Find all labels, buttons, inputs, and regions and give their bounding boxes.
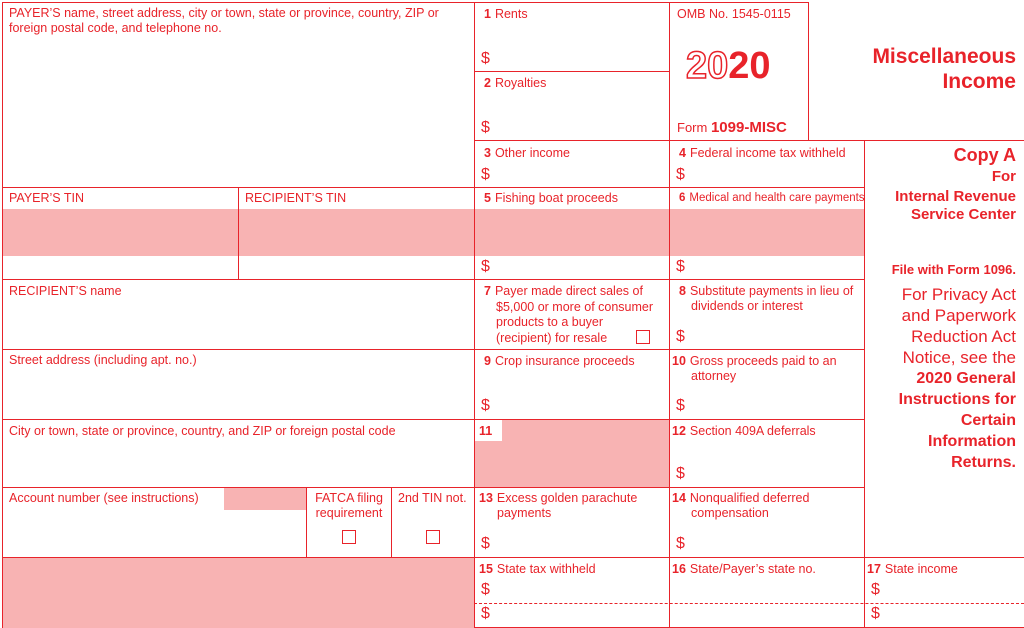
general-instructions: 2020 General Instructions for Certain Information Returns. [898,370,1016,471]
box-9-label: 9 Crop insurance proceeds [484,354,635,368]
box-3-dollar: $ [481,166,490,183]
fatca-checkbox[interactable] [342,530,356,544]
recipient-tin-shade [239,209,474,256]
payer-info-label: PAYER’S name, street address, city or town, state or province, country, ZIP or foreign postal code, and telephone no. [9,6,439,35]
bottom-left-shade [3,558,474,628]
box-5-dollar: $ [481,258,490,275]
second-tin-checkbox[interactable] [426,530,440,544]
box-3-label: 3 Other income [484,146,570,160]
tax-year [686,46,771,86]
box-15-label: 15 State tax withheld [479,562,596,576]
omb-number: OMB No. 1545-0115 [677,7,791,21]
box-16-label: 16 State/Payer’s state no. [672,562,816,576]
box-8-dollar: $ [676,328,685,345]
second-tin-label: 2nd TIN not. [398,491,467,505]
copy-a-heading: Copy A For Internal Revenue Service Center [895,145,1016,223]
recipient-name-label: RECIPIENT’S name [9,284,122,298]
recipient-tin-label: RECIPIENT’S TIN [245,191,347,205]
box-8-label: 8 Substitute payments in lieu of dividends or interest [679,284,854,313]
privacy-notice: For Privacy Act and Paperwork Reduction Act Notice, see the [901,285,1016,367]
box-14-label: 14 Nonqualified deferred compensation [672,491,810,520]
box-1-dollar: $ [481,50,490,67]
box-7-checkbox[interactable] [636,330,650,344]
box-14-dollar: $ [676,535,685,552]
box-2-label: 2 Royalties [484,76,547,90]
box-2-dollar: $ [481,119,490,136]
box-12-dollar: $ [676,465,685,482]
fatca-label: FATCA filing requirement [315,491,383,520]
box-1-label: 1 Rents [484,7,528,21]
box-11-label: 11 [479,424,493,438]
box-6-shade [670,209,864,256]
street-address-label: Street address (including apt. no.) [9,353,197,367]
account-number-label: Account number (see instructions) [9,491,199,505]
box-5-label: 5 Fishing boat proceeds [484,191,618,205]
payer-tin-label: PAYER’S TIN [9,191,85,205]
box-6-label: 6 Medical and health care payments [679,192,865,204]
box-9-dollar: $ [481,397,490,414]
box-10-dollar: $ [676,397,685,414]
city-label: City or town, state or province, country, and ZIP or foreign postal code [9,424,396,438]
form-title: Miscellaneous Income [872,45,1016,93]
box-17-dollar-1: $ [871,581,880,598]
box-17-dollar-2: $ [871,605,880,622]
box-7-label: 7 Payer made direct sales of $5,000 or more of consumer products to a buyer (recipient) for resale [484,284,654,345]
file-with-1096: File with Form 1096. [891,262,1016,277]
bottom-row-divider [474,603,1024,604]
box-13-dollar: $ [481,535,490,552]
box-13-label: 13 Excess golden parachute payments [479,491,638,520]
box-4-label: 4 Federal income tax withheld [679,146,846,160]
tax-year-outline: 20 [686,45,729,87]
box-6-dollar: $ [676,258,685,275]
payer-tin-shade [3,209,238,256]
box-11-shade [475,420,669,487]
form-name: Form 1099-MISC [677,119,787,136]
box-4-dollar: $ [676,166,685,183]
account-number-shade [224,488,306,510]
box-15-dollar-1: $ [481,581,490,598]
box-5-shade [475,209,669,256]
box-17-label: 17 State income [867,562,958,576]
box-15-dollar-2: $ [481,605,490,622]
box-10-label: 10 Gross proceeds paid to an attorney [672,354,837,383]
tax-year-bold: 20 [728,45,771,87]
box-12-label: 12 Section 409A deferrals [672,424,816,438]
